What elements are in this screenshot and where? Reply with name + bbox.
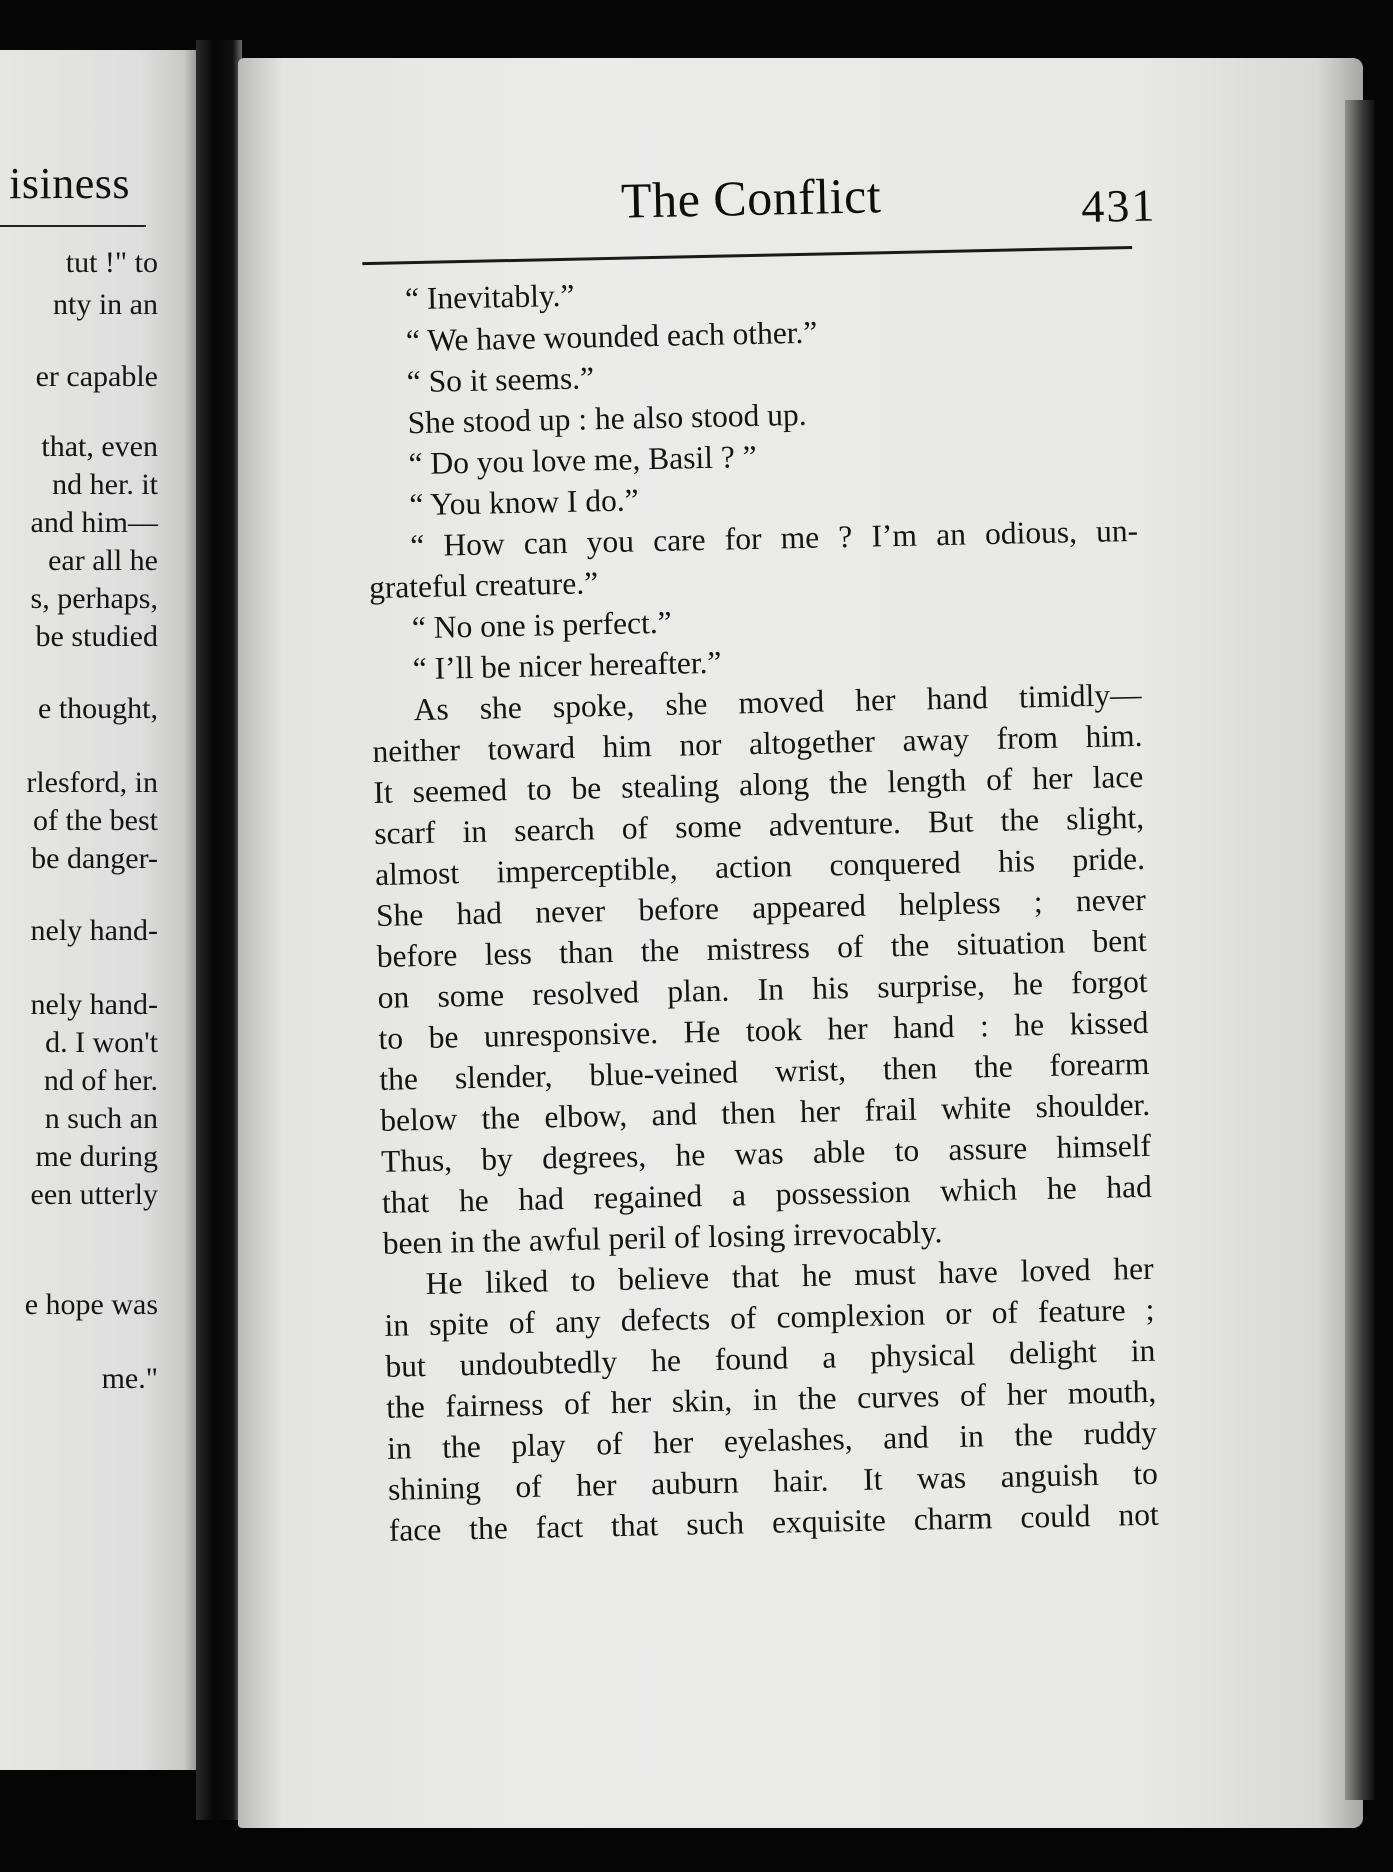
text-line: the fairness of her skin, in the curves of her mouth, — [385, 1373, 1157, 1425]
text-line: the slender, blue-veined wrist, then the forearm — [379, 1045, 1150, 1097]
left-line: ear all he — [48, 544, 158, 577]
left-line: e thought, — [38, 692, 158, 725]
left-line: nd her. it — [52, 468, 158, 501]
text-line: that he had regained a possession which he had — [381, 1168, 1153, 1220]
left-line: nd of her. — [43, 1064, 158, 1097]
text-line: shining of her auburn hair. It was anguish to — [387, 1455, 1159, 1507]
text-line: “ So it seems.” — [406, 360, 595, 400]
text-line: It seemed to be stealing along the length of her lace — [373, 758, 1144, 810]
left-line: me." — [101, 1362, 158, 1395]
header-rule — [362, 246, 1132, 265]
text-line: “ I’ll be nicer hereafter.” — [412, 644, 722, 687]
text-line: “ Inevitably.” — [404, 277, 575, 317]
text-line: below the elbow, and then her frail white shoulder. — [379, 1086, 1151, 1138]
text-line: been in the awful peril of losing irrevocably. — [382, 1214, 943, 1261]
left-header-rule — [0, 225, 146, 227]
left-running-head: isiness — [9, 159, 130, 208]
left-line: of the best — [33, 804, 158, 837]
left-line: tut !" to — [65, 246, 158, 279]
text-line: As she spoke, she moved her hand timidly— — [413, 676, 1142, 728]
left-line: nely hand- — [30, 988, 158, 1021]
left-line: er capable — [35, 360, 158, 393]
text-line: He liked to believe that he must have loved her — [425, 1250, 1154, 1302]
page-number: 431 — [1080, 179, 1157, 233]
left-line: nty in an — [53, 288, 158, 321]
left-line: be studied — [35, 620, 158, 653]
left-line: nely hand- — [30, 914, 158, 947]
left-line: een utterly — [30, 1178, 158, 1211]
left-line: e hope was — [24, 1288, 158, 1321]
text-line: “ How can you care for me ? I’m an odious, un- — [409, 512, 1139, 564]
text-line: in spite of any defects of complexion or of feature ; — [384, 1291, 1155, 1343]
page-edge-shadow — [1345, 100, 1375, 1800]
running-head: The Conflict — [620, 167, 882, 229]
text-line: Thus, by degrees, he was able to assure himself — [380, 1127, 1152, 1179]
left-line: that, even — [41, 430, 158, 463]
text-line: almost imperceptible, action conquered his pride. — [374, 840, 1146, 892]
left-line: n such an — [44, 1102, 158, 1135]
text-line: “ No one is perfect.” — [411, 604, 673, 646]
text-line: on some resolved plan. In his surprise, he forgot — [377, 963, 1148, 1015]
text-line: scarf in search of some adventure. But the slight, — [373, 799, 1145, 851]
right-page — [238, 58, 1363, 1828]
text-line: “ We have wounded each other.” — [405, 314, 818, 359]
left-line: be danger- — [31, 842, 158, 875]
left-line: me during — [35, 1140, 158, 1173]
text-line: grateful creature.” — [368, 565, 599, 606]
book-gutter — [196, 40, 242, 1820]
text-line: “ You know I do.” — [409, 482, 639, 523]
text-line: She stood up : he also stood up. — [407, 396, 807, 441]
text-line: “ Do you love me, Basil ? ” — [408, 438, 757, 482]
text-line: to be unresponsive. He took her hand : he kissed — [378, 1004, 1149, 1056]
text-line: before less than the mistress of the situation bent — [376, 922, 1148, 974]
left-line: s, perhaps, — [30, 582, 158, 615]
text-line: but undoubtedly he found a physical delight in — [385, 1332, 1156, 1384]
left-page — [0, 50, 200, 1770]
text-line: in the play of her eyelashes, and in the ruddy — [386, 1414, 1158, 1466]
left-line: d. I won't — [45, 1026, 158, 1059]
text-line: neither toward him nor altogether away from him. — [372, 717, 1143, 770]
text-line: She had never before appeared helpless ; never — [375, 881, 1147, 933]
text-line: face the fact that such exquisite charm could not — [388, 1496, 1160, 1548]
left-line: rlesford, in — [26, 766, 158, 799]
left-line: and him— — [30, 506, 158, 539]
